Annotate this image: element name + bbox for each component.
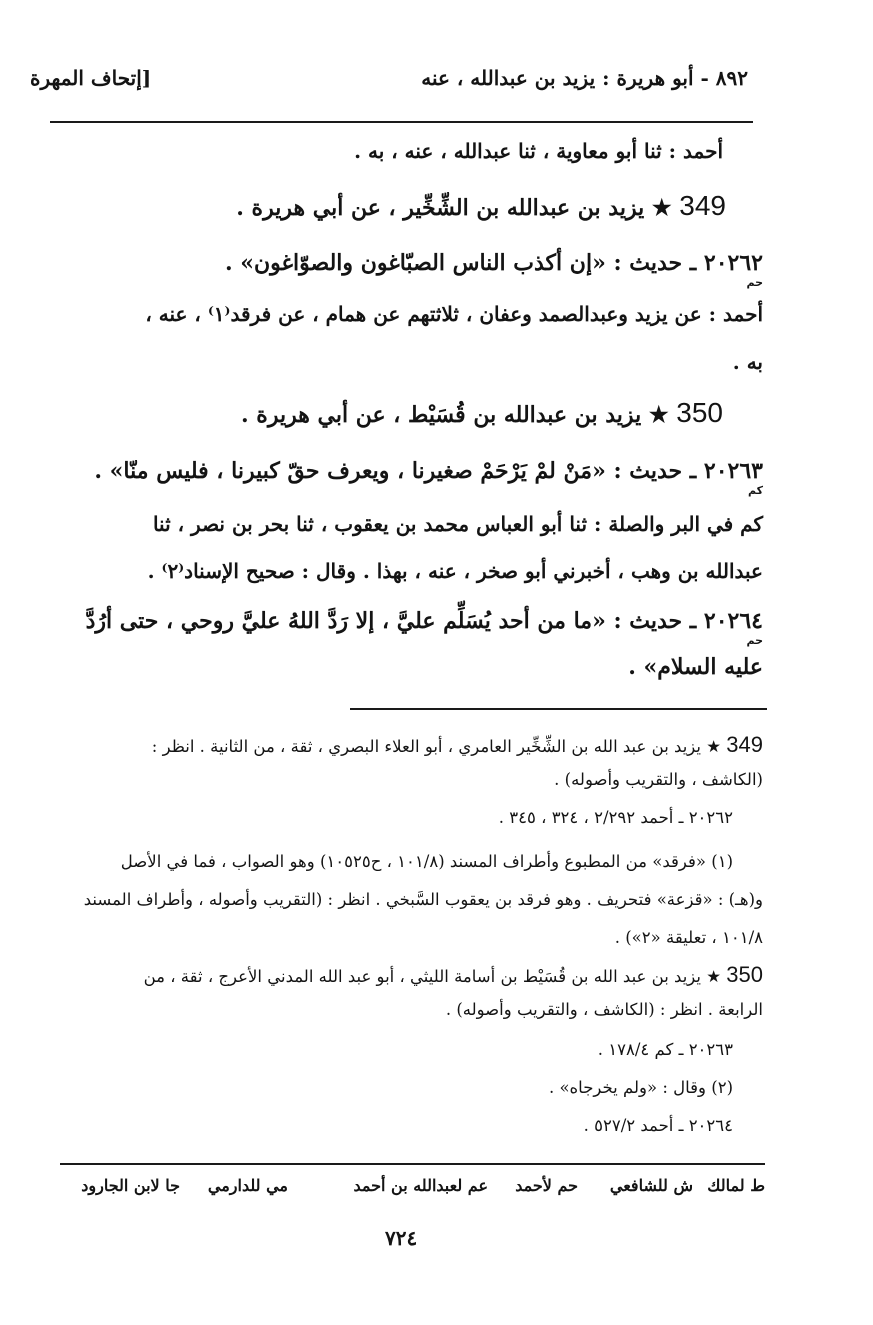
- star-icon: ★: [706, 967, 722, 986]
- footnote-1-line: ١٠١/٨ ، تعليقة «٢») .: [614, 928, 763, 947]
- footnote-text: يزيد بن عبد الله بن قُسَيْط بن أسامة الليثي ، أبو عبد الله المدني الأعرج ، ثقة ، من: [143, 967, 701, 986]
- isnad-line: عبدالله بن وهب ، أخبرني أبو صخر ، عنه ، بهذا . وقال : صحيح الإسناد⁽٢⁾ .: [147, 559, 763, 583]
- footnote-line: ٢٠٢٦٢ ـ أحمد ٢/٢٩٢ ، ٣٢٤ ، ٣٤٥ .: [498, 808, 733, 827]
- star-icon: ★: [706, 737, 722, 756]
- footnote-350: [144, 962, 763, 988]
- footnote-text: يزيد بن عبد الله بن الشِّخِّير العامري ، أبو العلاء البصري ، ثقة ، من الثانية . انظر :: [151, 737, 701, 756]
- narrator-number: 349: [679, 190, 726, 221]
- footnote-line: ٢٠٢٦٤ ـ أحمد ٥٢٧/٢ .: [583, 1116, 733, 1135]
- hadith-source-mark: حم: [746, 276, 763, 289]
- footnote-line: (الكاشف ، والتقريب وأصوله) .: [554, 770, 763, 789]
- footnote-rule: [350, 708, 767, 710]
- star-icon: ★: [651, 195, 672, 221]
- hadith-source-mark: كم: [747, 484, 763, 497]
- isnad-line: به .: [732, 350, 763, 374]
- footnote-line: ٢٠٢٦٣ ـ كم ١٧٨/٤ .: [597, 1040, 733, 1059]
- footnote-line: الرابعة . انظر : (الكاشف ، والتقريب وأصوله) .: [445, 1000, 763, 1019]
- footnote-number: 349: [726, 732, 763, 757]
- legend-item-abdullah: عم لعبدالله بن أحمد: [353, 1176, 488, 1195]
- hadith-20264-continued: عليه السلام» .: [628, 654, 763, 680]
- running-header-right: ٨٩٢ - أبو هريرة : يزيد بن عبدالله ، عنه: [421, 66, 748, 90]
- footnote-number: 350: [726, 962, 763, 987]
- footnote-line: (٢) وقال : «ولم يخرجاه» .: [548, 1078, 733, 1097]
- narrator-name: يزيد بن عبدالله بن الشِّخِّير ، عن أبي هريرة .: [236, 195, 645, 221]
- header-rule: [50, 121, 753, 123]
- running-header-left: [إتحاف المهرة: [30, 66, 152, 90]
- hadith-20264: ٢٠٢٦٤ ـ حديث : «ما من أحد يُسَلِّم عليَّ ، إلا رَدَّ اللهُ عليَّ روحي ، حتى أرُدَّ: [85, 608, 763, 634]
- legend-item-darimi: مي للدارمي: [207, 1176, 288, 1195]
- narrator-entry-349: [236, 190, 726, 222]
- hadith-source-mark: حم: [746, 634, 763, 647]
- page-number: ٧٢٤: [385, 1226, 418, 1250]
- footnote-349: [152, 732, 763, 758]
- isnad-line: أحمد : ثنا أبو معاوية ، ثنا عبدالله ، عنه ، به .: [354, 139, 723, 163]
- isnad-line: كم في البر والصلة : ثنا أبو العباس محمد بن يعقوب ، ثنا بحر بن نصر ، ثنا: [152, 512, 763, 536]
- isnad-line: أحمد : عن يزيد وعبدالصمد وعفان ، ثلاثتهم عن همام ، عن فرقد⁽١⁾ ، عنه ،: [145, 302, 763, 326]
- footnote-1-line: (١) «فرقد» من المطبوع وأطراف المسند (١٠١/٨ ، ح١٠٥٢٥) وهو الصواب ، فما في الأصل: [120, 852, 733, 871]
- legend-rule: [60, 1163, 765, 1165]
- footnote-1-line: و(هـ) : «قزعة» فتحريف . وهو فرقد بن يعقوب السَّبخي . انظر : (التقريب وأصوله ، وأطراف المسند: [83, 890, 763, 909]
- legend-item-shafii: ش للشافعي: [609, 1176, 693, 1195]
- legend-item-malik: ط لمالك: [707, 1176, 765, 1195]
- narrator-number: 350: [676, 397, 723, 428]
- narrator-name: يزيد بن عبدالله بن قُسَيْط ، عن أبي هريرة .: [240, 402, 642, 428]
- legend-item-jarud: جا لابن الجارود: [81, 1176, 180, 1195]
- narrator-entry-350: [241, 397, 723, 429]
- legend-item-ahmad: حم لأحمد: [515, 1176, 578, 1195]
- hadith-20262: ٢٠٢٦٢ ـ حديث : «إن أكذب الناس الصبّاغون والصوّاغون» .: [224, 250, 763, 276]
- hadith-20263: ٢٠٢٦٣ ـ حديث : «مَنْ لمْ يَرْحَمْ صغيرنا ، ويعرف حقّ كبيرنا ، فليس منّا» .: [94, 458, 763, 484]
- star-icon: ★: [648, 402, 669, 428]
